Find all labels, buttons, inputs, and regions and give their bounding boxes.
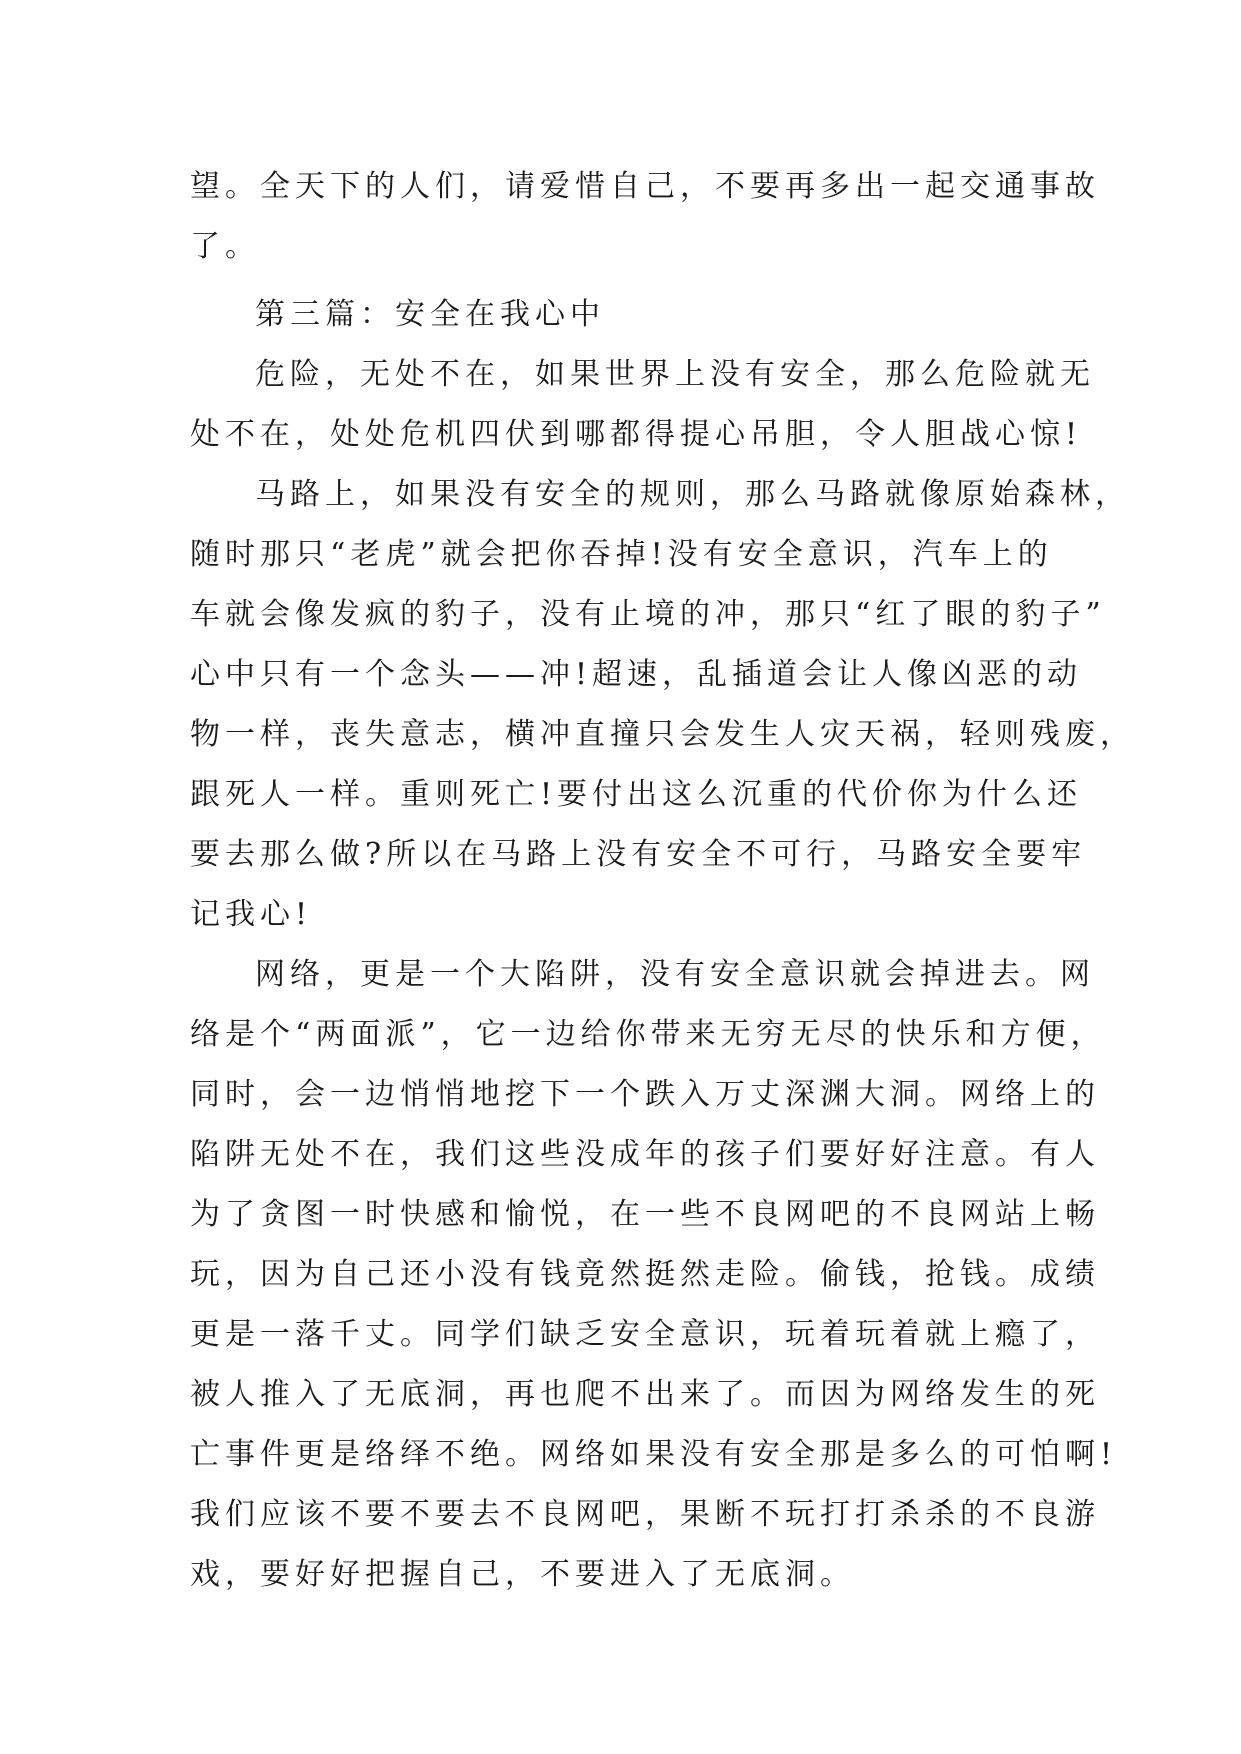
text-line: 物一样，丧失意志，横冲直撞只会发生人灾天祸，轻则残废， [190, 717, 1135, 752]
text-line: 了。 [190, 229, 260, 264]
text-line: 亡事件更是络绎不绝。网络如果没有安全那是多么的可怕啊! [190, 1437, 1118, 1472]
text-line: 记我心! [190, 897, 313, 932]
text-line: 更是一落千丈。同学们缺乏安全意识，玩着玩着就上瘾了， [190, 1317, 1100, 1352]
text-line: 随时那只“老虎”就会把你吞掉!没有安全意识，汽车上的 [190, 537, 1053, 572]
text-line: 络是个“两面派”，它一边给你带来无穷无尽的快乐和方便， [190, 1017, 1106, 1052]
text-line: 为了贪图一时快感和愉悦，在一些不良网吧的不良网站上畅 [190, 1197, 1100, 1232]
text-line: 玩，因为自己还小没有钱竟然挺然走险。偷钱，抢钱。成绩 [190, 1257, 1100, 1292]
text-line: 跟死人一样。重则死亡!要付出这么沉重的代价你为什么还 [190, 777, 1083, 812]
text-line: 被人推入了无底洞，再也爬不出来了。而因为网络发生的死 [190, 1377, 1100, 1412]
text-line: 戏，要好好把握自己，不要进入了无底洞。 [190, 1557, 855, 1592]
text-line: 车就会像发疯的豹子，没有止境的冲，那只“红了眼的豹子” [190, 597, 1106, 632]
text-line: 心中只有一个念头——冲!超速，乱插道会让人像凶恶的动 [190, 657, 1083, 692]
text-line: 同时，会一边悄悄地挖下一个跌入万丈深渊大洞。网络上的 [190, 1077, 1100, 1112]
text-line: 陷阱无处不在，我们这些没成年的孩子们要好好注意。有人 [190, 1137, 1100, 1172]
text-line: 望。全天下的人们，请爱惜自己，不要再多出一起交通事故 [190, 169, 1100, 204]
section-heading: 第三篇：安全在我心中 [255, 297, 605, 332]
text-line: 马路上，如果没有安全的规则，那么马路就像原始森林， [255, 477, 1130, 512]
text-line: 危险，无处不在，如果世界上没有安全，那么危险就无 [255, 357, 1095, 392]
text-line: 要去那么做?所以在马路上没有安全不可行，马路安全要牢 [190, 837, 1087, 872]
text-line: 我们应该不要不要去不良网吧，果断不玩打打杀杀的不良游 [190, 1497, 1100, 1532]
text-line: 处不在，处处危机四伏到哪都得提心吊胆，令人胆战心惊! [190, 417, 1083, 452]
document-body [190, 157, 1135, 1605]
text-line: 网络，更是一个大陷阱，没有安全意识就会掉进去。网 [255, 957, 1095, 992]
